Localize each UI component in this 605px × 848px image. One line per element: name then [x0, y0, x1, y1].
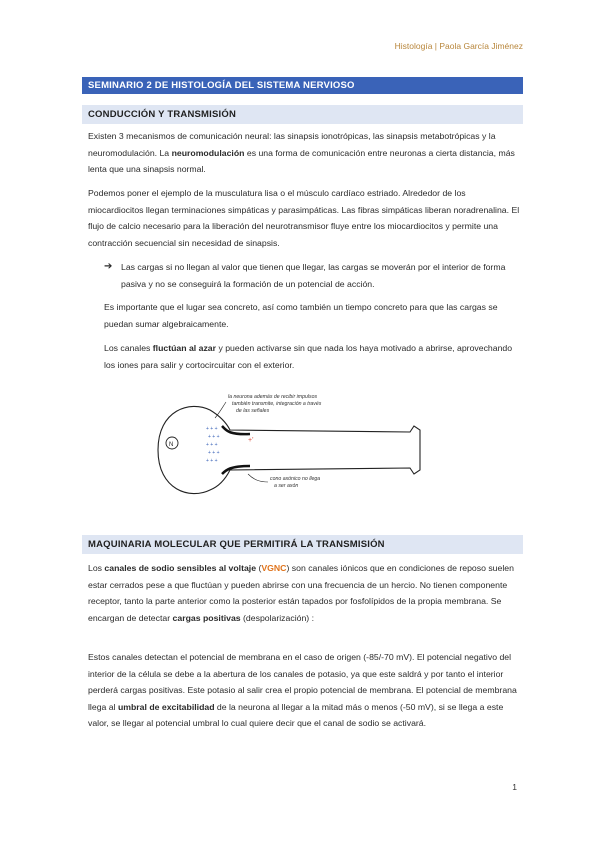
annotation-leader-top	[215, 402, 226, 418]
neuron-sketch-figure	[150, 390, 450, 510]
svg-text:+ + +: + + +	[206, 458, 218, 464]
term-canales-sodio: canales de sodio sensibles al voltaje	[104, 563, 257, 573]
arrow-right-icon: ➔	[104, 261, 113, 272]
paragraph-lugar-concreto: Es importante que el lugar sea concreto, así como también un tiempo concreto para que las cargas se puedan sumar algebraicamente.	[104, 302, 498, 329]
nucleus-label: N	[169, 442, 174, 448]
paragraph-potencial-membrana: Estos canales detectan el potencial de membrana en el caso de origen (-85/-70 mV). El potencial negativo del interior de la célula se debe a la abertura de los canales de potasio, ya que este saldrá y por tanto el interior perderá cargas positivas. Este potasio al salir crea el propio potencial de membrana. El potencial de membrana llega al umbral de excitabilidad de la neurona al llegar a la mitad más o menos (-50 mV), si se llega a este valor, se llegar al potencial umbral lo cual quiere decir que el canal de sodio se activará.	[88, 652, 517, 729]
term-fluctuan-azar: fluctúan al azar	[152, 343, 217, 353]
paragraph-example: Podemos poner el ejemplo de la musculatura lisa o el músculo cardíaco estriado. Alrededor de los miocardiocitos llegan terminaciones simpáticas y parasimpáticas. Las fibras simpáticas liberan noradrenalina. El flujo de calcio necesario para la liberación del neurotransmisor fluye entre los miocardiocitos y permite una contracción secuencial sin necesidad de sinapsis.	[88, 188, 520, 248]
term-vgnc: VGNC	[261, 563, 287, 573]
svg-text:+ + +: + + +	[208, 434, 220, 440]
term-neuromodulacion: neuromodulación	[171, 147, 245, 158]
svg-text:+': +'	[248, 437, 254, 444]
arrow-list-item	[104, 259, 520, 292]
svg-text:+ + +: + + +	[208, 450, 220, 456]
annotation-leader-bottom	[248, 474, 268, 482]
page-number: 1	[512, 782, 517, 792]
term-cargas-positivas: cargas positivas	[172, 612, 241, 623]
running-header: Histología | Paola García Jiménez	[394, 41, 523, 51]
section-title-seminario: SEMINARIO 2 DE HISTOLOGÍA DEL SISTEMA NERVIOSO	[82, 77, 523, 94]
section-subtitle-conduccion: CONDUCCIÓN Y TRANSMISIÓN	[82, 105, 523, 124]
section-subtitle-maquinaria: MAQUINARIA MOLECULAR QUE PERMITIRÁ LA TRANSMISIÓN	[82, 535, 523, 554]
arrow-item-text: Las cargas si no llegan al valor que tienen que llegar, las cargas se moverán por el interior de forma pasiva y no se conseguirá la formación de un potencial de acción.	[121, 262, 506, 289]
paragraph-canales-azar: Los canales fluctúan al azar y pueden activarse sin que nada los haya motivado a abrirse, aprovechando los iones para salir y cortocircuitar con el exterior.	[104, 343, 513, 370]
paragraph-communication: Existen 3 mecanismos de comunicación neural: las sinapsis ionotrópicas, las sinapsis metabotrópicas y la neuromodulación. La neuromodulación es una forma de comunicación entre neuronas a cierta distancia, más lenta que una sinapsis normal.	[88, 131, 515, 175]
annotation-top: la neurona además de recibir impulsos también transmite, integración a través de las señales	[228, 394, 322, 414]
annotation-bottom: cono axónico no llega a ser axón	[270, 476, 321, 489]
blue-charges	[206, 426, 220, 464]
term-umbral-excitabilidad: umbral de excitabilidad	[117, 701, 215, 712]
svg-text:+ + +: + + +	[206, 442, 218, 448]
svg-text:+ + +: + + +	[206, 426, 218, 432]
red-marks	[248, 437, 253, 444]
paragraph-vgnc: Los canales de sodio sensibles al voltaje (VGNC) son canales iónicos que en condiciones de reposo suelen estar cerrados pese a que fluctúan y pueden abrirse con una frecuencia de un hercio. No tienen componente receptor, tanto la parte anterior como la posterior están tapados por fosfolípidos de la propia membrana. Se encargan de detectar cargas positivas (despolarización) :	[88, 563, 514, 623]
